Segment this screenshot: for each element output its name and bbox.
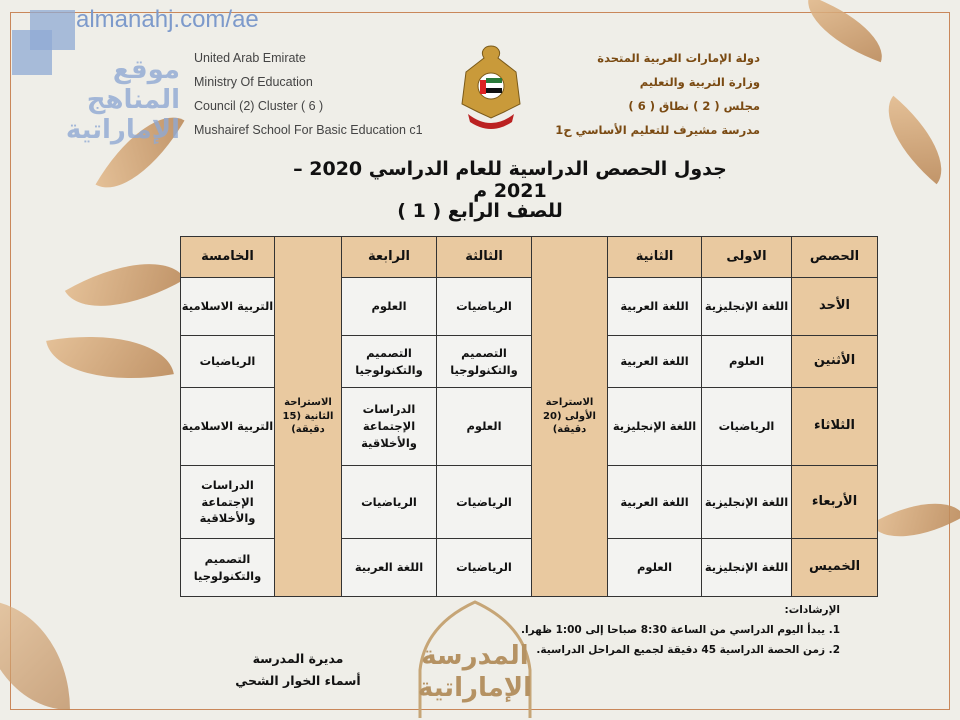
period-cell: التربية الاسلامية [181, 388, 275, 466]
header-en-line: Ministry Of Education [194, 75, 313, 89]
signature-block [228, 648, 368, 692]
period-cell: العلوم [437, 388, 532, 466]
period-cell: الدراسات الإجتماعة والأخلاقية [181, 466, 275, 539]
column-header: الثالثة [437, 237, 532, 278]
period-cell: اللغة العربية [608, 466, 702, 539]
page-title: جدول الحصص الدراسية للعام الدراسي 2020 – 2021 م [293, 158, 727, 202]
period-cell: اللغة الإنجليزية [702, 466, 792, 539]
logo-line: المدرسة [421, 641, 529, 671]
period-cell: العلوم [702, 336, 792, 388]
instructions [521, 600, 840, 660]
day-cell: الأربعاء [792, 466, 878, 539]
period-cell: اللغة الإنجليزية [702, 278, 792, 336]
period-cell: الرياضيات [437, 539, 532, 597]
instruction-item: 2. زمن الحصة الدراسية 45 دقيقة لجميع المراحل الدراسية. [536, 644, 840, 656]
period-cell: الرياضيات [437, 278, 532, 336]
day-cell: الأثنين [792, 336, 878, 388]
day-cell: الخميس [792, 539, 878, 597]
watermark-arabic: موقع المناهج الإماراتية [65, 55, 180, 145]
period-cell: العلوم [608, 539, 702, 597]
instruction-item: 1. يبدأ اليوم الدراسي من الساعة 8:30 صباحا إلى 1:00 ظهرا. [521, 624, 840, 636]
uae-emblem [458, 42, 524, 130]
header-en-line: Council (2) Cluster ( 6 ) [194, 99, 324, 113]
header-en-line: Mushairef School For Basic Education c1 [194, 123, 423, 137]
header-ar-line: مدرسة مشيرف للتعليم الأساسي ح1 [555, 123, 760, 137]
period-cell: الرياضيات [181, 336, 275, 388]
period-cell: الرياضيات [702, 388, 792, 466]
day-cell: الأحد [792, 278, 878, 336]
signature-role: مديرة المدرسة [252, 651, 344, 666]
period-cell: الرياضيات [342, 466, 437, 539]
period-cell: التصميم والتكنولوجيا [181, 539, 275, 597]
day-cell: الثلاثاء [792, 388, 878, 466]
period-cell: الرياضيات [437, 466, 532, 539]
period-cell: التصميم والتكنولوجيا [437, 336, 532, 388]
logo-line: الإماراتية [417, 673, 533, 703]
period-cell: التربية الاسلامية [181, 278, 275, 336]
header-en-line: United Arab Emirate [194, 51, 306, 65]
header-ar-line: مجلس ( 2 ) نطاق ( 6 ) [628, 99, 760, 113]
period-cell: الدراسات الإجتماعة والأخلاقية [342, 388, 437, 466]
column-header: الاولى [702, 237, 792, 278]
column-header: الثانية [608, 237, 702, 278]
table-header-row [181, 237, 878, 278]
column-header: الرابعة [342, 237, 437, 278]
column-header: الحصص [792, 237, 878, 278]
period-cell: اللغة الإنجليزية [702, 539, 792, 597]
header-arabic [555, 46, 760, 142]
period-cell: اللغة العربية [608, 278, 702, 336]
period-cell: اللغة العربية [342, 539, 437, 597]
header-ar-line: وزارة التربية والتعليم [639, 75, 760, 89]
column-header: الخامسة [181, 237, 275, 278]
header-ar-line: دولة الإمارات العربية المتحدة [597, 51, 760, 65]
page-subtitle: للصف الرابع ( 1 ) [397, 200, 563, 222]
period-cell: التصميم والتكنولوجيا [342, 336, 437, 388]
emirati-school-logo [410, 600, 540, 718]
period-cell: اللغة الإنجليزية [608, 388, 702, 466]
period-cell: العلوم [342, 278, 437, 336]
first-break-cell: الاستراحة الأولى (20 دقيقة) [532, 237, 608, 597]
second-break-cell: الاستراحة الثانية (15 دقيقة) [275, 237, 342, 597]
instructions-heading: الإرشادات: [784, 604, 840, 616]
signature-name: أسماء الخوار الشحي [235, 673, 361, 688]
watermark-url: almanahj.com/ae [76, 6, 259, 33]
period-cell: اللغة العربية [608, 336, 702, 388]
logo-text [410, 640, 540, 704]
header-english [194, 46, 423, 142]
timetable [180, 236, 878, 597]
